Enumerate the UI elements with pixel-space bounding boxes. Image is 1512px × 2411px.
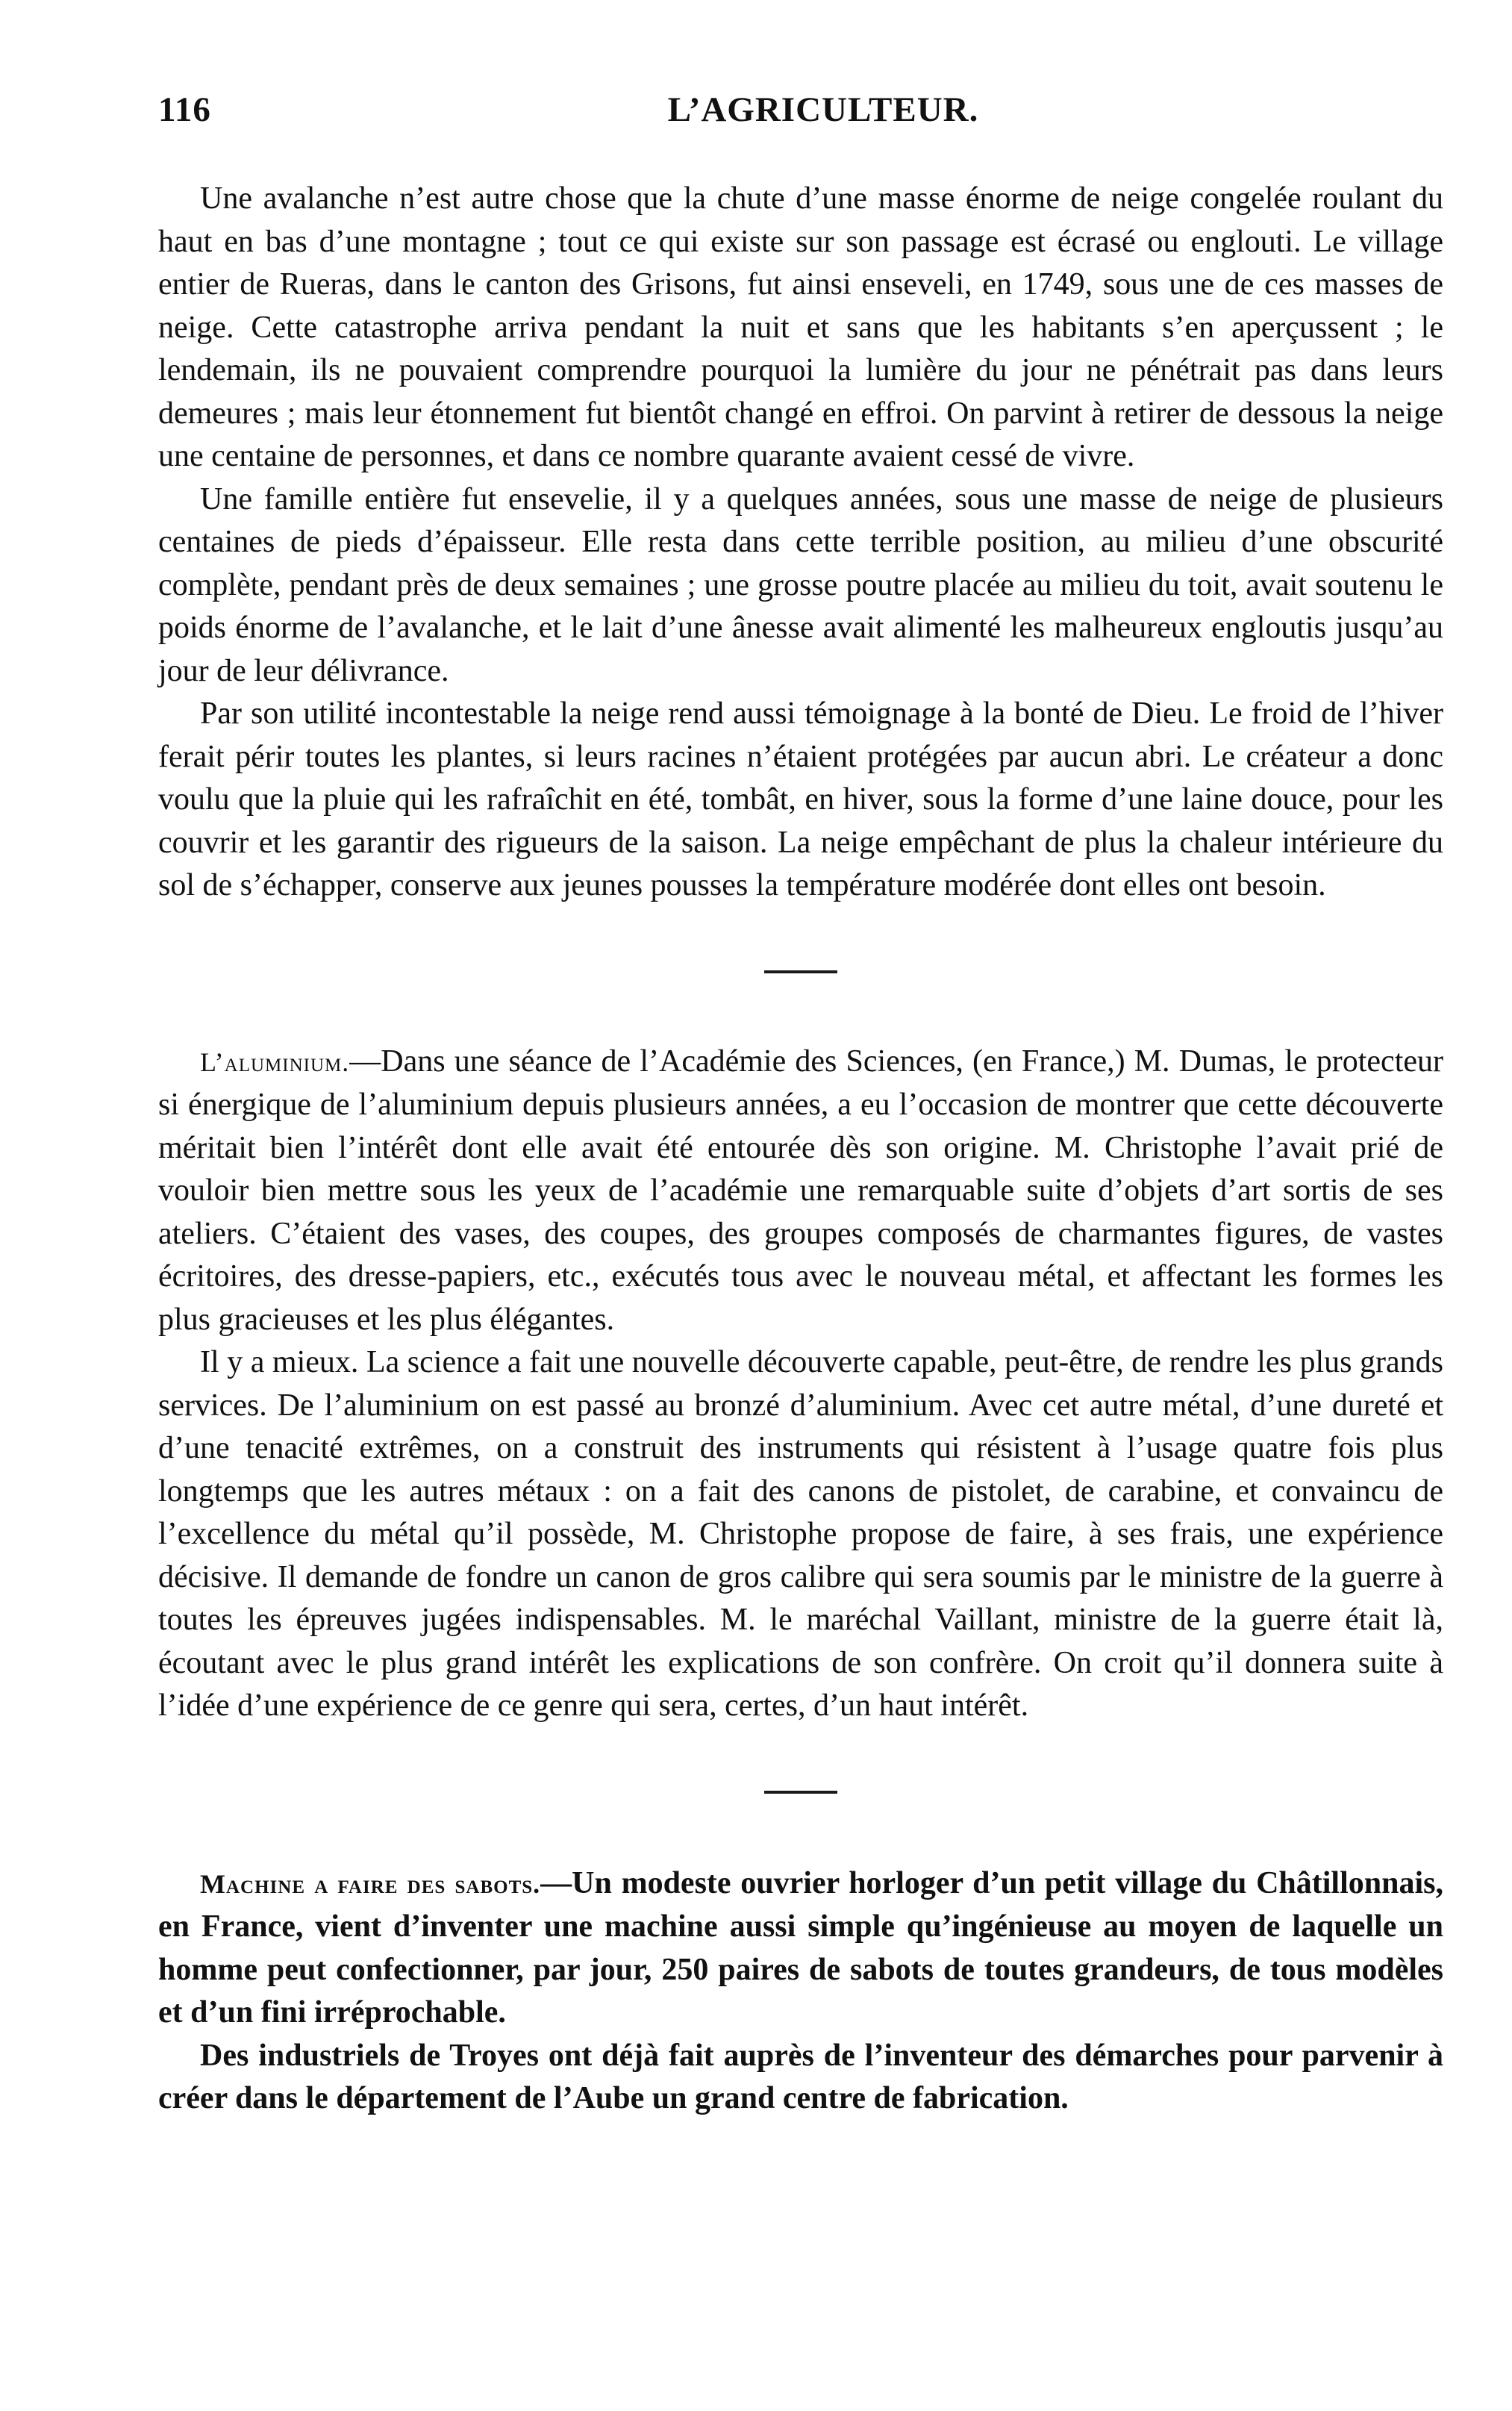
section-divider — [764, 970, 837, 973]
sabots-paragraph-1 — [158, 1862, 1443, 2035]
section-divider — [764, 1791, 837, 1794]
running-title: L’AGRICULTEUR. — [667, 90, 979, 129]
sabots-article — [158, 1862, 1443, 2121]
aluminium-paragraph-1 — [158, 1041, 1443, 1342]
sabots-caption: Machine a faire des sabots. — [200, 1868, 541, 1899]
sabots-paragraph-2: Des industriels de Troyes ont déjà fait auprès de l’inventeur des démarches pour parvenir à créer dans le département de l’Aube un grand centre de fabrication. — [158, 2038, 1443, 2115]
avalanche-paragraph-3: Par son utilité incontestable la neige rend aussi témoignage à la bonté de Dieu. Le froid de l’hiver ferait périr toutes les plantes, si leurs racines n’étaient protégées par aucun abri. Le créateur a donc voulu que la pluie qui les rafraîchit en été, tombât, en hiver, sous la forme d’une laine douce, pour les couvrir et les garantir des rigueurs de la saison. La neige empêchant de plus la chaleur intérieure du sol de s’échapper, conserve aux jeunes pousses la température modérée dont elles ont besoin. — [158, 696, 1443, 902]
avalanche-paragraph-1: Une avalanche n’est autre chose que la chute d’une masse énorme de neige congelée roulant du haut en bas d’une montagne ; tout ce qui existe sur son passage est écrasé ou englouti. Le village entier de Rueras, dans le canton des Grisons, fut ainsi enseveli, en 1749, sous une de ces masses de neige. Cette catastrophe arriva pendant la nuit et sans que les habitants s’en aperçussent ; le lendemain, ils ne pouvaient comprendre pourquoi la lumière du jour ne pénétrait pas dans leurs demeures ; mais leur étonnement fut bientôt changé en effroi. On parvint à retirer de dessous la neige une centaine de personnes, et dans ce nombre quarante avaient cessé de vivre. — [158, 181, 1443, 473]
book-page — [158, 90, 1443, 2121]
aluminium-paragraph-1-text: —Dans une séance de l’Académie des Sciences, (en France,) M. Dumas, le protecteur si énergique de l’aluminium depuis plusieurs années, a eu l’occasion de montrer que cette découverte méritait bien l’intérêt dont elle avait été entourée dès son origine. M. Christophe l’avait prié de vouloir bien mettre sous les yeux de l’académie une remarquable suite d’objets d’art sortis de ses ateliers. C’étaient des vases, des coupes, des groupes composés de charmantes figures, de vastes écritoires, des dresse-papiers, etc., exécutés tous avec le nouveau métal, et affectant les formes les plus gracieuses et les plus élégantes. — [158, 1044, 1443, 1337]
aluminium-paragraph-2: Il y a mieux. La science a fait une nouvelle découverte capable, peut-être, de rendre les plus grands services. De l’aluminium on est passé au bronzé d’aluminium. Avec cet autre métal, d’une dureté et d’une tenacité extrêmes, on a construit des instruments qui résistent à l’usage quatre fois plus longtemps que les autres métaux : on a fait des canons de pistolet, de carabine, et convaincu de l’excellence du métal qu’il possède, M. Christophe propose de faire, à ses frais, une expérience décisive. Il demande de fondre un canon de gros calibre qui sera soumis par le ministre de la guerre à toutes les épreuves jugées indispensables. M. le maréchal Vaillant, ministre de la guerre était là, écoutant avec le plus grand intérêt les explications de son confrère. On croit qu’il donnera suite à l’idée d’une expérience de ce genre qui sera, certes, d’un haut intérêt. — [158, 1345, 1443, 1723]
avalanche-article — [158, 178, 1443, 908]
aluminium-caption: L’aluminium. — [200, 1047, 350, 1077]
page-header — [158, 90, 1443, 142]
avalanche-paragraph-2: Une famille entière fut ensevelie, il y a quelques années, sous une masse de neige de plusieurs centaines de pieds d’épaisseur. Elle resta dans cette terrible position, au milieu d’une obscurité complète, pendant près de deux semaines ; une grosse poutre placée au milieu du toit, avait soutenu le poids énorme de l’avalanche, et le lait d’une ânesse avait alimenté les malheureux engloutis jusqu’au jour de leur délivrance. — [158, 481, 1443, 688]
page-number: 116 — [158, 90, 211, 129]
aluminium-article — [158, 1041, 1443, 1728]
sabots-paragraph-1-text: —Un modeste ouvrier horloger d’un petit village du Châtillonnais, en France, vient d’inventer une machine aussi simple qu’ingénieuse au moyen de laquelle un homme peut confectionner, par jour, 250 paires de sabots de toutes grandeurs, de tous modèles et d’un fini irréprochable. — [158, 1865, 1443, 2030]
page-body — [158, 178, 1443, 2121]
